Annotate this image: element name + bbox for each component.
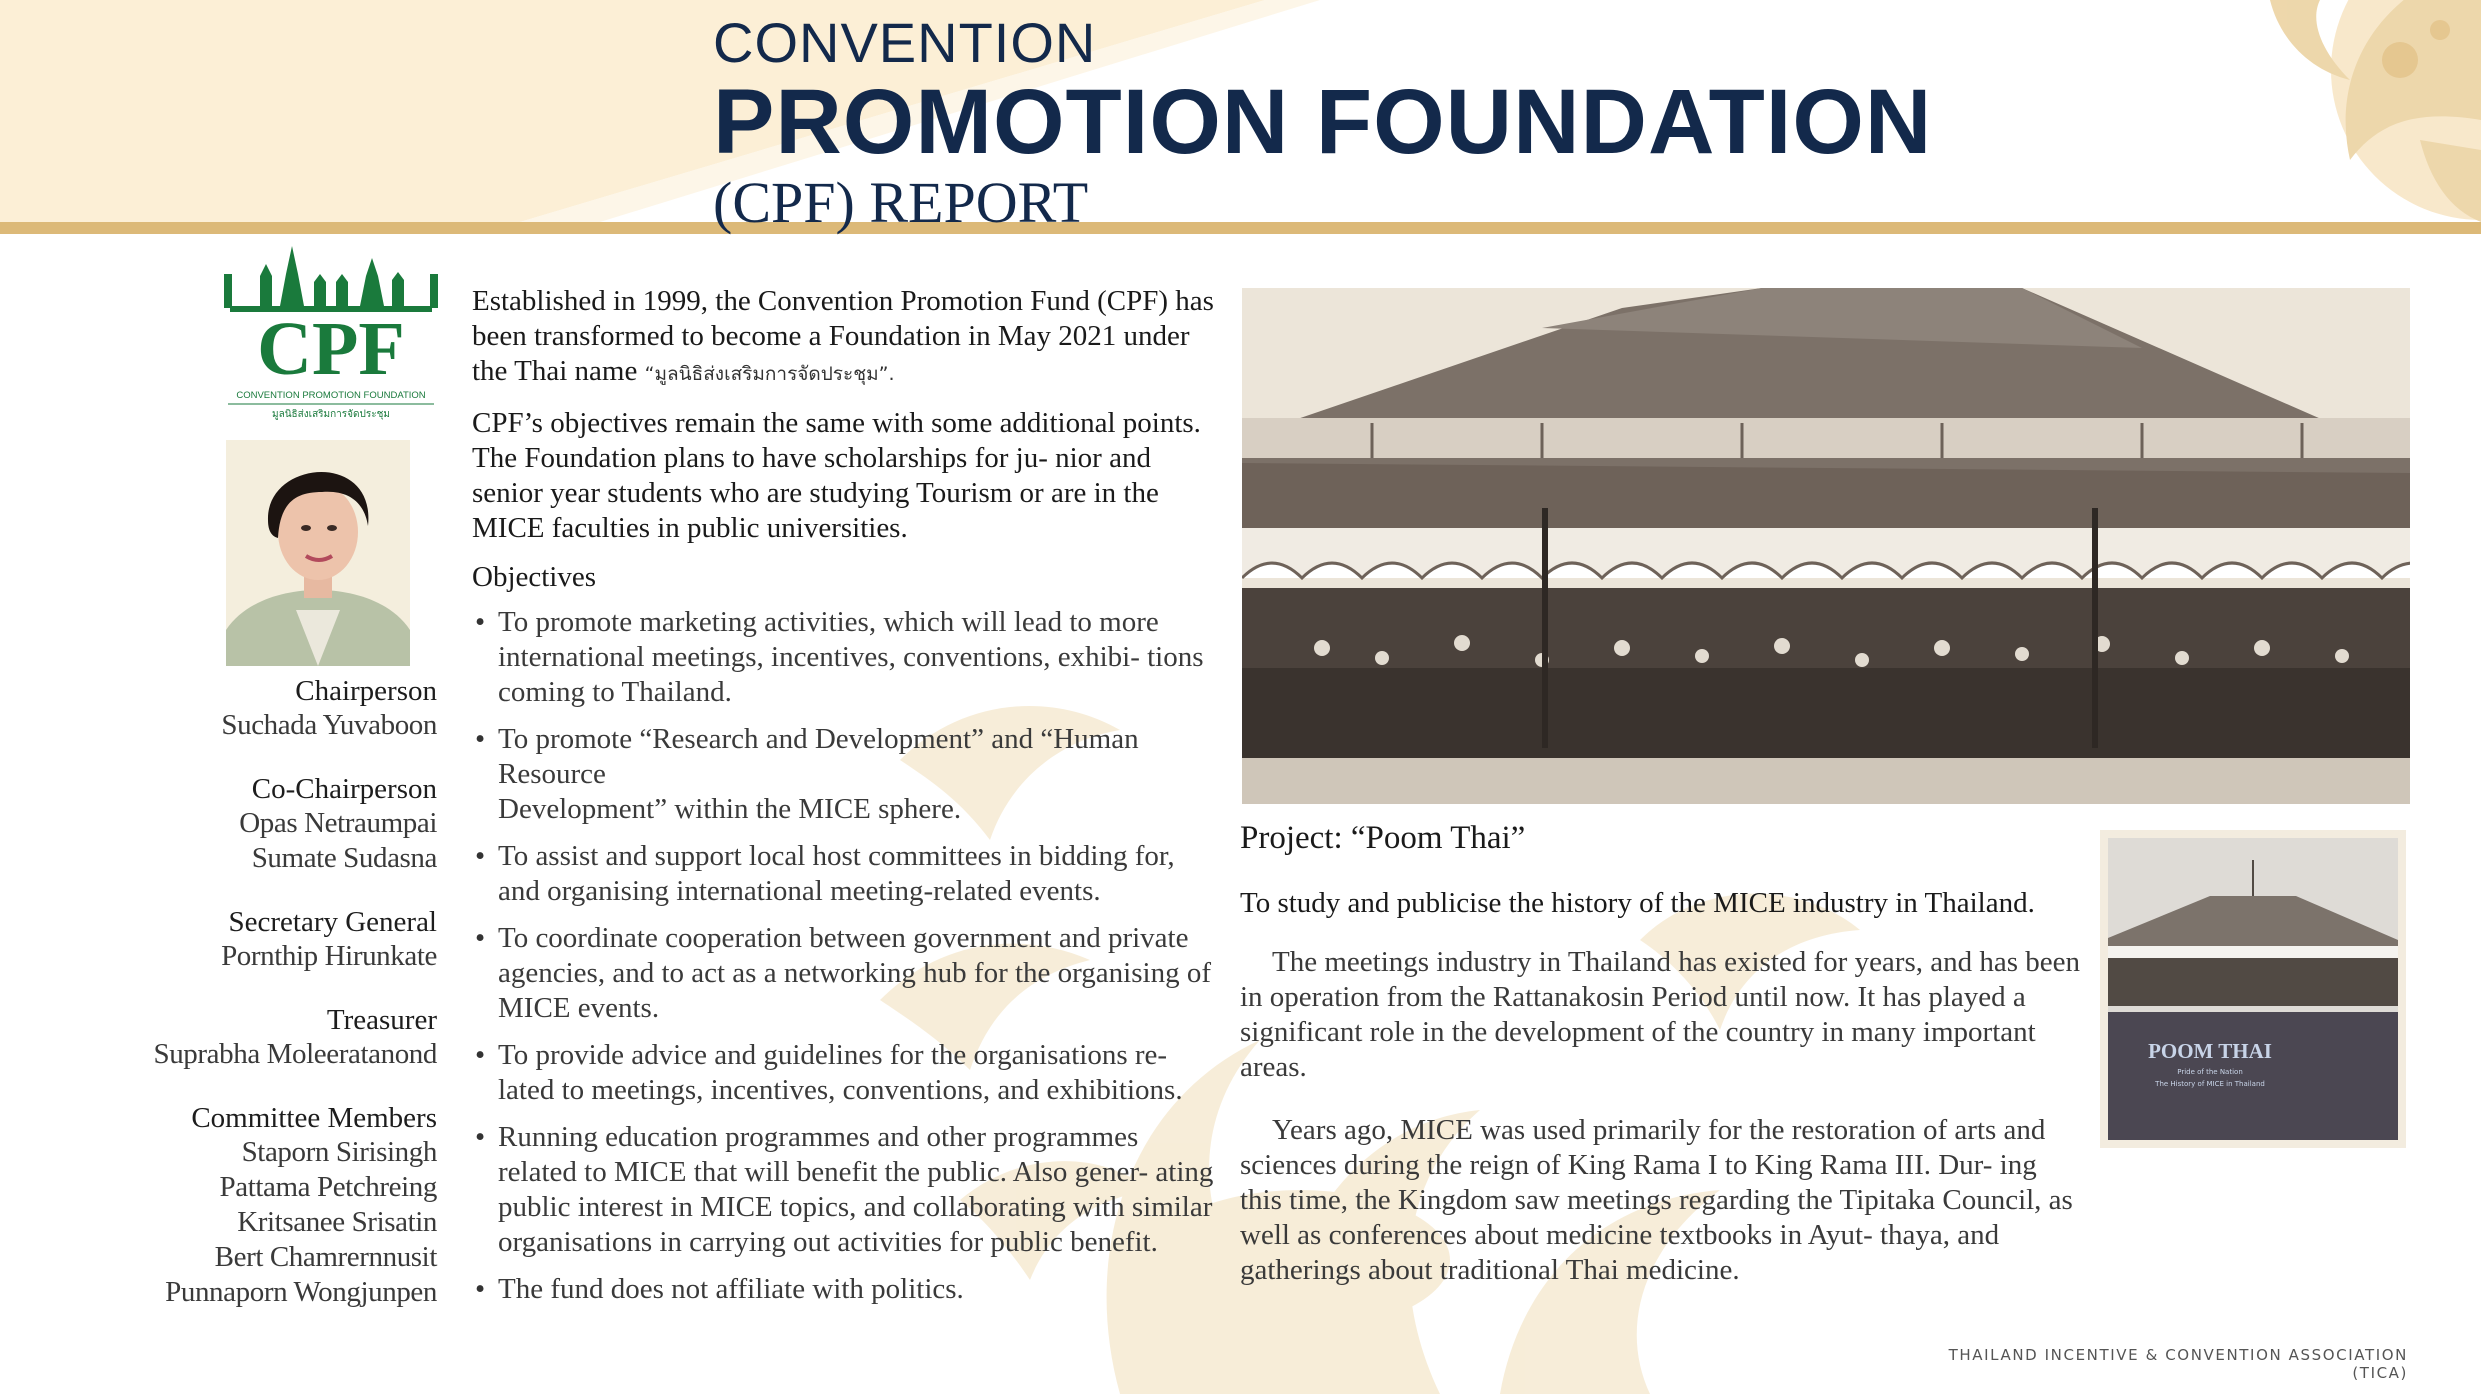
member-name: Sumate Sudasna <box>251 842 437 874</box>
thai-name: “มูลนิธิส่งเสริมการจัดประชุม”. <box>644 363 895 385</box>
bullet-icon: • <box>475 840 486 872</box>
intro-paragraph: Established in 1999, the Convention Promotion Fund (CPF) has been transformed to become a Foundation in May 2021 under the Thai name “มูลนิธิส่งเสริมการจัดประชุม”. <box>472 285 1214 387</box>
svg-text:มูลนิธิส่งเสริมการจัดประชุม: มูลนิธิส่งเสริมการจัดประชุม <box>272 409 390 420</box>
cpf-logo <box>220 246 442 422</box>
poom-thai-book-cover <box>2100 830 2406 1148</box>
member-role: Secretary General <box>228 906 437 938</box>
member-name: Punnaporn Wongjunpen <box>165 1276 437 1308</box>
historic-pavilion-photo <box>1242 288 2410 804</box>
svg-text:CPF: CPF <box>257 307 405 391</box>
title-line-3: (CPF) REPORT <box>713 170 1089 235</box>
svg-text:CONVENTION PROMOTION FOUNDATIO: CONVENTION PROMOTION FOUNDATION <box>236 390 426 401</box>
scholarship-paragraph: CPF’s objectives remain the same with some additional points. The Foundation plans to have scholarships for ju- nior and senior year students who are studying Tourism or are in the MICE faculties in public universities. <box>472 407 1201 544</box>
member-name: Suprabha Moleeratanond <box>153 1038 437 1070</box>
project-column <box>1240 818 2082 1316</box>
chairperson-photo <box>226 440 410 666</box>
project-paragraph: Years ago, MICE was used primarily for the restoration of arts and sciences during the reign of King Rama I to King Rama III. Dur- ing this time, the Kingdom saw meetings regarding the Tipitaka Council, as well as conferences about medicine textbooks in Ayut- thaya, and gatherings about traditional Thai medicine. <box>1240 1114 2073 1286</box>
member-group <box>60 772 437 876</box>
member-group <box>60 674 437 743</box>
objective-item: • Running education programmes and other programmes related to MICE that will benefit the public. Also gener- ating public interest in MICE topics, and collaborating with similar organisations in carrying out activities for public benefit. <box>475 1121 1214 1258</box>
bullet-icon: • <box>475 1039 486 1071</box>
footer-credit: THAILAND INCENTIVE & CONVENTION ASSOCIATION (TICA) <box>1948 1346 2408 1382</box>
member-group <box>60 1003 437 1072</box>
objective-item: • The fund does not affiliate with politics. <box>475 1273 964 1305</box>
member-name: Staporn Sirisingh <box>241 1136 437 1168</box>
member-role: Treasurer <box>326 1004 437 1036</box>
bullet-icon: • <box>475 922 486 954</box>
intro-column <box>472 284 1217 1319</box>
member-group <box>60 1101 437 1310</box>
thai-ornament-icon <box>2270 0 2481 222</box>
member-name: Suchada Yuvaboon <box>221 709 437 741</box>
objective-item: • To assist and support local host committees in bidding for, and organising international meeting-related events. <box>475 840 1175 907</box>
bullet-icon: • <box>475 723 486 755</box>
member-name: Bert Chamrernnusit <box>214 1241 437 1273</box>
member-name: Kritsanee Srisatin <box>237 1206 437 1238</box>
objective-item: • To promote marketing activities, which will lead to more international meetings, incentives, conventions, exhibi- tions coming to Thailand. <box>475 606 1204 708</box>
committee-list <box>60 674 437 1339</box>
bullet-icon: • <box>475 1121 486 1153</box>
project-subtitle: To study and publicise the history of the MICE industry in Thailand. <box>1240 887 2035 919</box>
member-name: Pornthip Hirunkate <box>221 940 437 972</box>
member-role: Committee Members <box>191 1102 437 1134</box>
project-paragraph: The meetings industry in Thailand has existed for years, and has been in operation from the Rattanakosin Period until now. It has played a significant role in the development of the country in many important areas. <box>1240 946 2081 1083</box>
svg-text:The History of MICE in Thailan: The History of MICE in Thailand <box>2155 1080 2265 1088</box>
svg-text:POOM THAI: POOM THAI <box>2148 1039 2272 1063</box>
objective-item: • To promote “Research and Development” and “Human Resource Development” within the MICE sphere. <box>475 723 1139 825</box>
bullet-icon: • <box>475 606 486 638</box>
member-group <box>60 905 437 974</box>
title-line-2: PROMOTION FOUNDATION <box>713 71 1933 173</box>
objective-item: • To provide advice and guidelines for the organisations re- lated to meetings, incentives, conventions, and exhibitions. <box>475 1039 1183 1106</box>
member-name: Pattama Petchreing <box>219 1171 437 1203</box>
objectives-list <box>472 605 1217 1307</box>
objective-item: • To coordinate cooperation between government and private agencies, and to act as a networking hub for the organising of MICE events. <box>475 922 1211 1024</box>
objectives-heading: Objectives <box>472 561 597 593</box>
member-name: Opas Netraumpai <box>239 807 437 839</box>
page-title <box>713 10 1932 238</box>
bullet-icon: • <box>475 1273 486 1305</box>
title-line-1: CONVENTION <box>713 11 1097 74</box>
member-role: Chairperson <box>295 675 437 707</box>
svg-text:Pride of the Nation: Pride of the Nation <box>2177 1068 2243 1076</box>
project-title: Project: “Poom Thai” <box>1240 820 1526 856</box>
member-role: Co-Chairperson <box>251 773 437 805</box>
